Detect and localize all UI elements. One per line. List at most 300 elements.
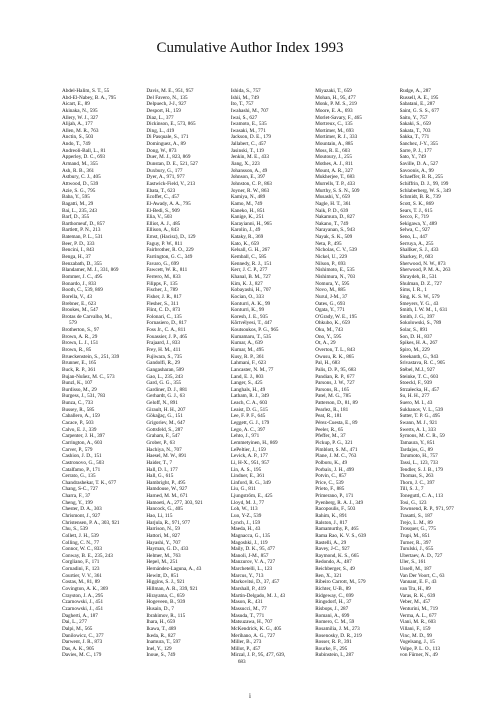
index-entry: Pyenberg, R. A. J., 349 [315, 499, 364, 506]
index-entry: Lindner, E., 361 [230, 473, 265, 480]
index-entry: Rosamilia, J. M., 273 [315, 625, 360, 632]
index-entry: Beer, P. D., 333 [62, 240, 95, 247]
index-entry: Moore, E. A., 693 [315, 107, 353, 114]
index-entry: Dominguez, A., 89 [146, 141, 186, 148]
index-entry: Ljungström, E., 425 [230, 493, 273, 500]
index-entry: Thorn, J. C., 397 [399, 479, 435, 486]
index-entry: Linford, R. G., 349 [230, 479, 271, 486]
index-entry: Selwa, C., 927 [399, 227, 431, 234]
index-entry: Hepel, M., 251 [146, 559, 178, 566]
index-entry: Hancock, G., 405 [146, 506, 183, 513]
index-entry: Helmer, M., 763 [146, 552, 181, 559]
index-entry: Hall, D. I., 177 [146, 466, 178, 473]
index-entry: Lahmani, F., 623 [230, 360, 266, 367]
index-entry: Trejo, L. M., 89 [399, 519, 433, 526]
index-entry: Hall, G., 615 [146, 473, 174, 480]
index-entry: Cerrato, G., 135 [62, 473, 96, 480]
index-entry: Ringsdorf, H., 37 [315, 599, 352, 606]
index-entry: Attwood, D., 539 [62, 180, 99, 187]
index-entry: Plane, J. M. C., 763 [315, 453, 357, 460]
index-entry: Vinc, M. D., 99 [399, 632, 433, 639]
index-entry: Bonardo, J., 833 [62, 280, 97, 287]
index-entry: Mothes, A. J., 811 [315, 161, 353, 168]
index-entry: Sarre, P. J., 177 [399, 147, 432, 154]
index-entry: Nurul, J-M., 37 [315, 293, 348, 300]
index-entry: Veber, M., 457 [399, 599, 431, 606]
index-entry: Sherwood, P. M. A., 263 [399, 267, 451, 274]
index-entry: Delpuech, J-J., 927 [146, 101, 187, 108]
index-entry: Kerr, J. C. P., 277 [230, 267, 268, 274]
index-entry: Borella, V., 43 [62, 293, 92, 300]
index-entry: Kumamaru, T., 535 [230, 333, 272, 340]
index-entry: Ribeiro Carrott, M., 579 [315, 579, 366, 586]
index-entry: Verma, A. L., 677 [399, 612, 437, 619]
index-entry: Bencini, I., 843 [62, 247, 95, 254]
index-entry: Harned, M. M., 671 [146, 493, 188, 500]
index-entry: Konturri, A. K., 99 [230, 300, 271, 307]
index-entry: Schaeffer, B. R., 255 [399, 174, 443, 181]
index-entry: Iwai, S., 627 [230, 114, 258, 121]
index-entry: Cheng, Y., 199 [62, 499, 93, 506]
index-entry: Chester, D. A., 303 [62, 506, 102, 513]
index-entry: Filipps, F., 135 [146, 280, 178, 287]
index-entry: Liu, G., 811 [230, 486, 256, 493]
index-entry: Shraydeh, B., 531 [399, 273, 437, 280]
index-entry: Richter, U-B., 89 [315, 586, 351, 593]
index-entry: Dickinson, E., 573, 865 [146, 121, 196, 128]
index-entry: Ash, R. B., 361 [62, 167, 95, 174]
index-entry: Hernández-Laguna, A., 43 [146, 566, 202, 573]
index-entry: Cashion, J. D., 151 [62, 453, 102, 460]
index-entry: Abd-El-Nabey, B. A., 795 [62, 94, 116, 101]
index-entry: Fouassier, J. P., 465 [146, 333, 188, 340]
index-entry: Primerano, P., 171 [315, 493, 354, 500]
index-entry: Baba, Y., 595 [62, 194, 90, 201]
index-entry: Steinke, T. C., 603 [399, 373, 439, 380]
index-entry: Nickel, U., 229 [315, 254, 348, 261]
index-entry: Ihara, H., 659 [146, 619, 176, 626]
index-entry: O'Grady, W. E., 195 [315, 313, 357, 320]
index-entry: Nayak, S. K., 509 [315, 234, 353, 241]
index-entry: Bommer, J. C., 495 [62, 273, 103, 280]
index-entry: Harjula, R., 971, 977 [146, 519, 191, 526]
index-entry: Duer, M. J., 823, 869 [146, 154, 191, 161]
index-entry: Toneguttl, C. A., 113 [399, 493, 444, 500]
index-column-5 [400, 88, 482, 686]
index-entry: Chandrashekar, T. K., 677 [62, 479, 117, 486]
index-entry: Saint, G. S. S., 677 [399, 107, 440, 114]
index-entry: Miller, B., 273 [230, 639, 262, 646]
index-entry: Allery, W. J., 327 [62, 114, 99, 121]
index-entry: van Tra, H., 89 [399, 586, 431, 593]
index-entry: Smith, J. G., 397 [399, 313, 435, 320]
index-entry: Brotherton, S., 97 [62, 327, 100, 334]
index-entry: Gangasharan, 509 [146, 366, 184, 373]
index-entry: Morlet-Savary, F., 465 [315, 114, 362, 121]
index-entry: Corgliano, F., 171 [62, 559, 100, 566]
index-entry: Nishimura, N., 703 [315, 273, 356, 280]
index-entry: Manzurov, V. A., 727 [230, 559, 276, 566]
index-entry: Mirzal, J. P., 95, 477, 639, [230, 652, 286, 659]
index-entry: Nicholas, C. V., 539 [315, 247, 357, 254]
index-entry: Crayston, J. A., 295 [62, 592, 104, 599]
index-entry: Peeler, R., 65 [315, 426, 344, 433]
index-entry: Su, H. H., 277 [399, 393, 430, 400]
index-entry: LePeltier, J., 159 [230, 446, 266, 453]
index-entry: Sherwood, N. W., 873 [399, 260, 446, 267]
index-entry: Bai, L., 235, 243 [62, 207, 98, 214]
index-entry: Haider, T., 7 [146, 459, 173, 466]
index-entry: Costas, M., 81, 89 [62, 579, 100, 586]
index-entry: Pandian, R. P., 677 [315, 373, 355, 380]
index-entry: Ren, X., 321 [315, 572, 342, 579]
index-entry: Kumar, A., 639 [230, 340, 263, 347]
index-entry: Pimblott, S. M., 471 [315, 446, 358, 453]
index-entry: Ralston, J., 817 [315, 519, 348, 526]
index-entry: Rosenosky, D. R., 219 [315, 632, 362, 639]
index-entry: Ibrahimov, R., 115 [146, 612, 186, 619]
index-entry: Rudge, A., 287 [399, 88, 431, 94]
index-entry: Foss Jr., C. A., 811 [146, 327, 186, 334]
index-entry: Son, D. H., 837 [399, 333, 433, 340]
index-entry: Romani, A., 699 [315, 612, 350, 619]
index-entry: Johnson, E., 397 [230, 174, 266, 181]
index-entry: Racopoulis, F., 503 [315, 506, 356, 513]
index-entry: Mountain, A., 885 [315, 141, 354, 148]
index-entry: Courtier, V. V., 361 [62, 572, 102, 579]
index-entry: Carrington, A., 603 [62, 439, 103, 446]
index-entry: Latham, R. J., 349 [230, 393, 269, 400]
index-entry: Frajaard, J., 833 [146, 340, 180, 347]
index-entry: Solar, S., 891 [399, 327, 428, 334]
index-entry: Colling, C. N., 77 [62, 539, 100, 546]
index-entry: Turner, R., 397 [399, 539, 432, 546]
index-entry: Dong, W., 873 [146, 147, 177, 154]
index-entry: Rastelli, A., 29 [315, 539, 347, 546]
index-entry: Lemmetyinen, H., 869 [230, 439, 278, 446]
index-entry: Vogelsang, J., 15 [399, 639, 435, 646]
index-entry: Nishimoto, E., 535 [315, 267, 355, 274]
index-entry: Buck, R. P., 361 [62, 366, 96, 373]
index-entry: Marcus, Y., 713 [230, 572, 264, 579]
index-entry: Venturini, M., 719 [399, 605, 438, 612]
index-entry: Carver, P., 579 [62, 446, 93, 453]
index-entry: Nomura, Y., 595 [315, 280, 350, 287]
index-entry: Patel, M. G., 785 [315, 393, 351, 400]
index-entry: Karolin, J., 49 [230, 227, 261, 234]
index-entry: Schmidt, B. R., 739 [399, 194, 441, 201]
index-entry: Fisher, J. R., 817 [146, 293, 182, 300]
index-entry: Smeyers, Y. G., 43 [399, 300, 439, 307]
index-entry: Risbops, J., 287 [315, 605, 349, 612]
index-entry: Farrington, G. C., 349 [146, 254, 193, 261]
index-entry: Mason, R., 431 [230, 599, 263, 606]
index-entry: Potvin, C., 857 [315, 473, 347, 480]
index-column-3 [231, 88, 313, 686]
index-entry: Trupi, M., 851 [399, 532, 430, 539]
index-entry: Smith, I. W. M., 1, 631 [399, 307, 448, 314]
index-entry: Kataky, R., 369 [230, 234, 264, 241]
index-entry: Kobayashi, H., 707 [230, 287, 272, 294]
index-entry: Davis, M. E., 951, 957 [146, 88, 194, 94]
index-entry: El-Bedi, S., 909 [146, 207, 180, 214]
index-entry: Higgins, S. J., 921 [146, 579, 185, 586]
index-entry: Astbury, C. J., 405 [62, 174, 101, 181]
index-entry: Burgess, J., 531, 783 [62, 393, 106, 400]
index-entry: Matsuzawa, H., 707 [230, 619, 273, 626]
index-entry: Secco, F., 719 [399, 214, 429, 221]
index-entry: Inamura, T., 597 [146, 639, 181, 646]
index-entry: Sokolowski, S., 789 [399, 320, 442, 327]
index-entry: Conway, B. E., 235, 243 [62, 552, 113, 559]
index-entry: Iwahashi, M., 707 [230, 107, 269, 114]
index-entry: Oates, G., 693 [315, 300, 346, 307]
index-entry: Hambright, P., 495 [146, 479, 186, 486]
index-entry: Hamdouse, W., 927 [146, 486, 188, 493]
index-entry: Jiang, X., 223 [230, 161, 260, 168]
index-entry: Strzałecka, H., 457 [399, 386, 440, 393]
index-entry: Favaro, G., 699 [146, 260, 179, 267]
index-entry: Flint, C. D., 873 [146, 307, 181, 314]
index-entry: Davies, M. C., 179 [62, 652, 102, 659]
index-entry: Thomas, S., 263 [399, 473, 434, 480]
index-entry: Martin-Delgado, M. J., 43 [230, 592, 286, 599]
index-entry: Sukhanov, V. L., 539 [399, 406, 444, 413]
index-entry: Loh, W., 113 [230, 506, 258, 513]
index-entry: Bunzl, K., 107 [62, 380, 93, 387]
index-entry: Leach, C. A., 603 [230, 400, 268, 407]
index-entry: Diaz, L., 377 [146, 114, 174, 121]
index-entry: Girault, H. H., 207 [146, 406, 186, 413]
index-entry: Fischer, J., 789 [146, 287, 178, 294]
index-entry: Stoeckl, F., 939 [399, 380, 432, 387]
index-entry: Masuda, T., 771 [230, 612, 265, 619]
index-entry: Benga, H., 37 [62, 254, 91, 261]
index-entry: Faguy, P. W., 811 [146, 240, 183, 247]
index-entry: Sreekanth, G., 943 [399, 353, 439, 360]
index-entry: Sakata, T., 703 [399, 127, 431, 134]
index-entry: Rourke, F., 295 [315, 645, 348, 652]
index-entry: Ussell, M., 187 [399, 566, 432, 573]
index-entry: Sekigawa, Y., 489 [399, 220, 437, 227]
index-entry: Bateman, P. L., 531 [62, 234, 103, 241]
index-entry: Dalpi, M., 565 [62, 625, 93, 632]
index-entry: Parsons, J. W., 727 [315, 380, 355, 387]
index-entry: Ito, T., 757 [230, 101, 254, 108]
index-entry: Nilson, P., 693 [315, 260, 346, 267]
index-entry: Tamaura, Y., 851 [399, 439, 435, 446]
index-entry: Kaneko, H., 851 [230, 207, 265, 214]
index-entry: Abdel-Halim, S. T., 55 [62, 88, 110, 94]
index-entry: Turulski, J., 655 [399, 546, 434, 553]
index-entry: Grigoriev, M., 647 [146, 420, 186, 427]
index-entry: Millot, P., 457 [230, 645, 261, 652]
index-entry: Langer, S., 425 [230, 380, 263, 387]
index-entry: Merihano, A. G., 727 [230, 632, 276, 639]
index-entry: Viani, M. R., 603 [399, 619, 436, 626]
index-entry: Bunza, C., 733 [62, 400, 93, 407]
index-entry: Sakaki, S., 659 [399, 121, 431, 128]
index-entry: Mohan, H., 95, 477 [315, 94, 356, 101]
index-entry: Hattori, M., 827 [146, 532, 180, 539]
index-entry: Nagle, H. T., 361 [315, 200, 351, 207]
index-entry: Danilowicz, C., 377 [62, 632, 104, 639]
index-entry: Sing, K. S. W., 579 [399, 293, 440, 300]
index-entry: Kato, K., 659 [230, 240, 259, 247]
index-entry: Moss, R. E., 603 [315, 147, 350, 154]
index-entry: Mortimer, R. J., 333 [315, 134, 358, 141]
index-entry: Mount, A. R., 327 [315, 167, 353, 174]
index-entry: Ridgeway, C., 699 [315, 592, 354, 599]
index-entry: Van Der Voort, C., 63 [399, 572, 445, 579]
index-entry: Seno, L., 447 [399, 234, 428, 241]
index-entry: Hirayama, C., 659 [146, 592, 185, 599]
index-entry: Darwent, J. R., 873 [62, 639, 103, 646]
index-entry: Swann, M. J., 921 [399, 420, 438, 427]
index-entry: Hewitt, D., 851 [146, 572, 179, 579]
index-entry: Parsons, R., 165 [315, 386, 350, 393]
index-entry: Fawcett, W. R., 811 [146, 267, 188, 274]
index-entry: 683 [237, 659, 246, 666]
index-entry: von Fürner, N., 49 [399, 652, 438, 659]
index-entry: Reichberger, S., 49 [315, 566, 355, 573]
index-entry: Sutter, T. P. G., 495 [399, 413, 441, 420]
index-entry: Caballero, A., 159 [62, 413, 100, 420]
index-entry: Nakamura, D., 827 [315, 214, 355, 221]
index-entry: Ecoffet, C., 457 [146, 194, 180, 201]
index-entry: Naik, P. D., 639 [315, 207, 349, 214]
author-index-columns [62, 88, 482, 686]
index-entry: Khanal, B. M., 727 [230, 273, 271, 280]
index-entry: Tassi, L., 123, 733 [399, 459, 439, 466]
index-entry: Sakka, T., 771 [399, 134, 430, 141]
index-entry: Husain, D., 7 [146, 605, 174, 612]
index-entry: Trasatti, S., 187 [399, 513, 433, 519]
index-entry: Brown, A. R., 29 [62, 333, 98, 340]
index-entry: Maily, D. K., 95, 477 [230, 546, 275, 553]
index-entry: Luo, Y-Z., 539 [230, 513, 262, 519]
index-entry: Vannant, E. F., 43 [399, 579, 437, 586]
index-entry: Overton, T. L., 843 [315, 346, 355, 353]
index-entry: Spikes, H. A., 267 [399, 340, 438, 347]
index-entry: Geloff, N., 891 [146, 400, 178, 407]
index-entry: Barf, D., 355 [62, 214, 90, 221]
index-entry: Till, S. J., 7 [399, 486, 424, 493]
index-entry: Pickup, P. G., 321 [315, 439, 353, 446]
index-entry: Marchetelli, L., 123 [230, 566, 273, 573]
index-entry: Villani, F., 159 [399, 625, 431, 632]
index-entry: Inel, Y., 129 [146, 645, 172, 652]
index-entry: Lehto, J., 971 [230, 433, 260, 440]
index-entry: Chang, S-C., 727 [62, 486, 98, 493]
index-entry: Barthomeuf, D., 857 [62, 220, 105, 227]
index-entry: Booth, C., 539, 869 [62, 287, 103, 294]
index-entry: Kõrtvélyesi, T., 447 [230, 320, 272, 327]
index-entry: Karayianni, H., 965 [230, 220, 272, 227]
index-entry: Charra, F., 37 [62, 493, 91, 500]
index-entry: Symons, M. C. R., 59 [399, 433, 445, 440]
index-entry: Konturri, K., 99 [230, 307, 265, 314]
index-entry: Mukherjee, T., 683 [315, 174, 355, 181]
index-entry: Cacace, P., 503 [62, 420, 94, 427]
index-entry: Shallker, S. J., 433 [399, 247, 439, 254]
index-entry: Ebata, T., 623 [146, 187, 176, 194]
index-entry: Gard, G. G., 355 [146, 380, 182, 387]
index-entry: Kamo, M., 749 [230, 200, 263, 207]
index-entry: Ot, A., 29 [315, 340, 336, 347]
index-entry: 579 [69, 320, 77, 327]
index-entry: Ogata, Y., 771 [315, 307, 345, 314]
index-entry: Ikeda, R., 827 [146, 632, 176, 639]
index-entry: Chu, S., 539 [62, 526, 88, 533]
index-entry: Volpe, P. L. O., 113 [399, 645, 441, 652]
index-entry: Di Pasquale, S., 171 [146, 134, 189, 141]
index-entry: Johnston, C. P., 863 [230, 180, 272, 187]
index-entry: Leaist, D. G., 515 [230, 406, 268, 413]
index-entry: Jackson, D. E., 179 [230, 134, 272, 141]
index-entry: Musashi, Y., 659 [315, 194, 350, 201]
index-entry: Ando, T., 749 [62, 141, 91, 148]
index-entry: Aicart, E., 89 [62, 101, 90, 108]
index-entry: Hao, Li, 115 [146, 513, 173, 519]
index-entry: Townsend, R. P., 971, 977 [399, 506, 454, 513]
index-entry: Tosi, G., 123 [399, 499, 427, 506]
index-entry: Polboru, K., 49 [315, 459, 348, 466]
index-entry: Joyner, R. W., 863 [230, 187, 270, 194]
index-entry: Flesher, S., 311 [146, 300, 179, 307]
index-entry: Rama Rao, K. V. S., 639 [315, 532, 367, 539]
index-entry: Koutsoukos, P. G., 965 [230, 327, 279, 334]
index-entry: Haesel, M. W., 891 [146, 453, 187, 460]
index-entry: Jallabert, C., 457 [230, 141, 267, 148]
index-entry: Marshall, P., 419 [230, 586, 266, 593]
index-entry: Scott, S. K., 869 [399, 200, 434, 207]
index-entry: Hillman, A. R., 339, 921 [146, 586, 198, 593]
index-entry: Saville, D. A., 527 [399, 161, 439, 168]
index-entry: Fornasiero, D., 817 [146, 320, 187, 327]
index-entry: Carpenter, J. H., 397 [62, 433, 105, 440]
index-entry: Christensen, P. A., 303, 921 [62, 519, 120, 526]
index-entry: Pfeffer, M., 37 [315, 433, 346, 440]
index-entry: Castronovo, G., 503 [62, 459, 104, 466]
index-entry: Kumar, M., 495 [230, 346, 264, 353]
index-entry: Owusu, R. K., 865 [315, 353, 354, 360]
index-entry: Magoshki, J., 119 [230, 539, 268, 546]
index-entry: Elliot, A. J., 485 [146, 220, 181, 227]
index-entry: Ravey, J-C., 927 [315, 546, 350, 553]
index-entry: Bussey, R., 585 [62, 406, 95, 413]
index-entry: Markovitsi, D., 37, 457 [230, 579, 280, 586]
index-entry: Blandamer, M. J., 331, 869 [62, 267, 119, 274]
index-entry: Pérez-Cuesta, E., 89 [315, 420, 358, 427]
index-entry: Lynch, J., 159 [230, 519, 261, 526]
index-entry: Lancaster, N. M., 77 [230, 366, 274, 373]
index-entry: Brookes, M., 547 [62, 307, 99, 314]
index-entry: Covington, A. K., 369 [62, 586, 108, 593]
index-entry: Gandolfi, R., 29 [146, 360, 180, 367]
index-entry: Magnacca, G., 135 [230, 532, 271, 539]
index-entry: Savoonis, A., 99 [399, 167, 434, 174]
index-entry: Murrells, T. P., 433 [315, 180, 355, 187]
index-entry: Sharkey, P., 603 [399, 254, 433, 261]
index-column-1 [62, 88, 144, 686]
index-entry: Patterson, D., 81, 89 [315, 400, 358, 407]
index-entry: El-Awady, A. A., 795 [146, 200, 191, 207]
index-entry: Kim, K. J., 827 [230, 280, 263, 287]
index-entry: Ramamurthy, P., 465 [315, 526, 359, 533]
index-entry: Burdisso, M., 29 [62, 386, 97, 393]
index-entry: Mortreux, C., 135 [315, 121, 353, 128]
